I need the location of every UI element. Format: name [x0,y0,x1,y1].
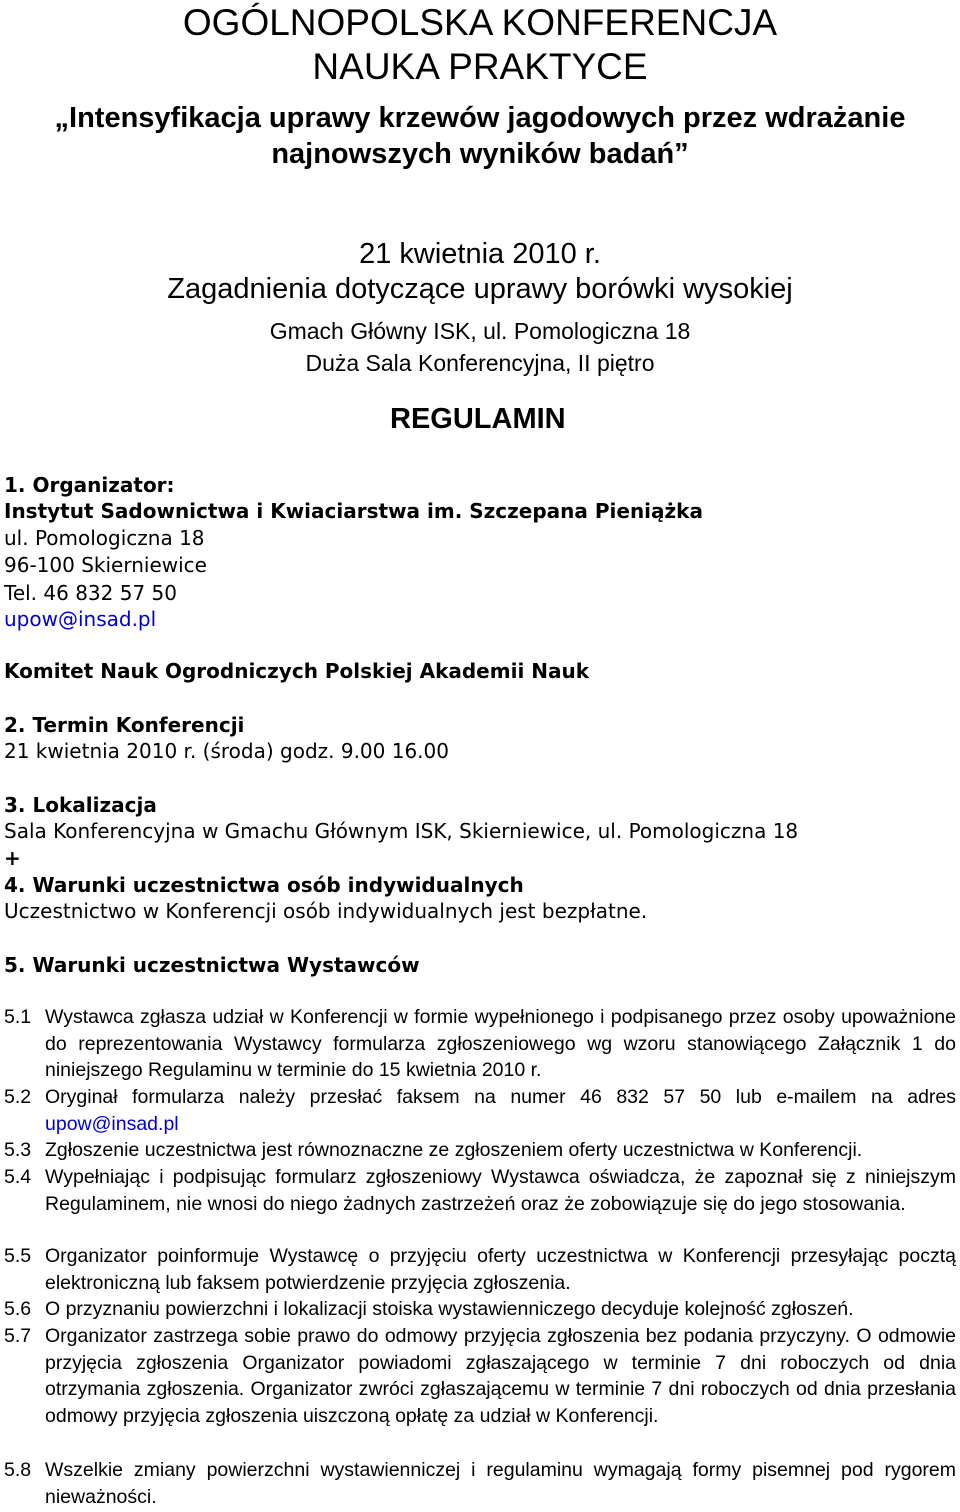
regulamin-heading: REGULAMIN [390,403,566,435]
rule-number: 5.2 [4,1086,32,1108]
location-heading: 3. Lokalizacja [4,793,157,817]
rule-text: Wypełniając i podpisując formularz zgłoszeniowy Wystawca oświadcza, że zapoznał się z niniejszym Regulaminem, nie wnosi do niego żadnych zastrzeżeń oraz że zobowiązuje się do jego stosowania. [45,1166,956,1215]
organizer-city: 96-100 Skierniewice [4,553,207,577]
conference-title-line-2: NAUKA PRAKTYCE [312,46,648,87]
location-text: Sala Konferencyjna w Gmachu Głównym ISK, Skierniewice, ul. Pomologiczna 18 [4,819,799,843]
co-organizer: Komitet Nauk Ogrodniczych Polskiej Akademii Nauk [4,659,590,683]
rule-number: 5.8 [4,1459,32,1481]
term-heading: 2. Termin Konferencji [4,713,245,737]
rule-number: 5.7 [4,1325,32,1347]
rule-text: Organizator poinformuje Wystawcę o przyjęciu oferty uczestnictwa w Konferencji przesyłając pocztą elektroniczną lub faksem potwierdzenie przyjęcia zgłoszenia. [45,1245,956,1294]
organizer-heading: 1. Organizator: [4,473,175,497]
rule-number: 5.6 [4,1298,32,1320]
exhibitor-rule-5-7 [4,1323,956,1429]
rule-text: O przyznaniu powierzchni i lokalizacji stoiska wystawienniczego decyduje kolejność zgłoszeń. [45,1298,854,1320]
rule-number: 5.4 [4,1166,32,1188]
rule-text: Wszelkie zmiany powierzchni wystawienniczej i regulaminu wymagają formy pisemnej pod rygorem nieważności. [45,1459,956,1508]
rule-number: 5.5 [4,1245,32,1267]
conference-subtitle-line-1: „Intensyfikacja uprawy krzewów jagodowych przez wdrażanie [54,102,906,134]
exhibitor-rule-5-2 [4,1084,956,1137]
rule-text: Zgłoszenie uczestnictwa jest równoznaczne ze zgłoszeniem oferty uczestnictwa w Konferencji. [45,1139,863,1161]
conference-subtitle-line-2: najnowszych wyników badań” [271,138,689,170]
conference-date: 21 kwietnia 2010 r. [359,238,601,270]
exhibitor-rule-5-8 [4,1457,956,1510]
exhibitor-rule-5-4 [4,1164,956,1217]
rule-text-block [45,1084,956,1137]
organizer-street: ul. Pomologiczna 18 [4,526,205,550]
rule-number: 5.3 [4,1139,32,1161]
location-plus: + [4,846,21,870]
exhibitor-rule-5-6 [4,1296,956,1323]
rule-text: Oryginał formularza należy przesłać faksem na numer 46 832 57 50 lub e-mailem na adres [45,1086,956,1108]
rule-email-link[interactable]: upow@insad.pl [45,1112,179,1135]
rule-text: Organizator zastrzega sobie prawo do odmowy przyjęcia zgłoszenia bez podania przyczyny. O odmowie przyjęcia zgłoszenia Organizator powiadomi zgłaszającego w terminie 7 dni roboczych od dnia otrzymania zgłoszenia. Organizator zwróci zgłaszającemu w terminie 7 dni roboczych od dnia przesłania odmowy przyjęcia zgłoszenia uiszczoną opłatę za udział w Konferencji. [45,1325,956,1427]
organizer-email-link[interactable]: upow@insad.pl [4,607,157,631]
individual-text: Uczestnictwo w Konferencji osób indywidualnych jest bezpłatne. [4,899,648,923]
organizer-name: Instytut Sadownictwa i Kwiaciarstwa im. Szczepana Pieniążka [4,499,703,523]
exhibitor-rule-5-1 [4,1004,956,1084]
rule-text: Wystawca zgłasza udział w Konferencji w formie wypełnionego i podpisanego przez osoby upoważnione do reprezentowania Wystawcy formularza zgłoszeniowego wg wzoru stanowiącego Załącznik 1 do niniejszego Regulaminu w terminie do 15 kwietnia 2010 r. [45,1006,956,1081]
organizer-phone: Tel. 46 832 57 50 [4,581,177,605]
venue-line-2: Duża Sala Konferencyjna, II piętro [305,350,655,376]
exhibitor-rule-5-3 [4,1137,956,1164]
individual-heading: 4. Warunki uczestnictwa osób indywidualnych [4,873,524,897]
term-text: 21 kwietnia 2010 r. (środa) godz. 9.00 16.00 [4,739,449,763]
rule-number: 5.1 [4,1006,32,1028]
conference-title-line-1: OGÓLNOPOLSKA KONFERENCJA [182,2,778,43]
exhibitors-heading: 5. Warunki uczestnictwa Wystawców [4,953,420,977]
conference-topic: Zagadnienia dotyczące uprawy borówki wysokiej [167,273,793,305]
exhibitor-rule-5-5 [4,1243,956,1296]
venue-line-1: Gmach Główny ISK, ul. Pomologiczna 18 [269,318,691,344]
